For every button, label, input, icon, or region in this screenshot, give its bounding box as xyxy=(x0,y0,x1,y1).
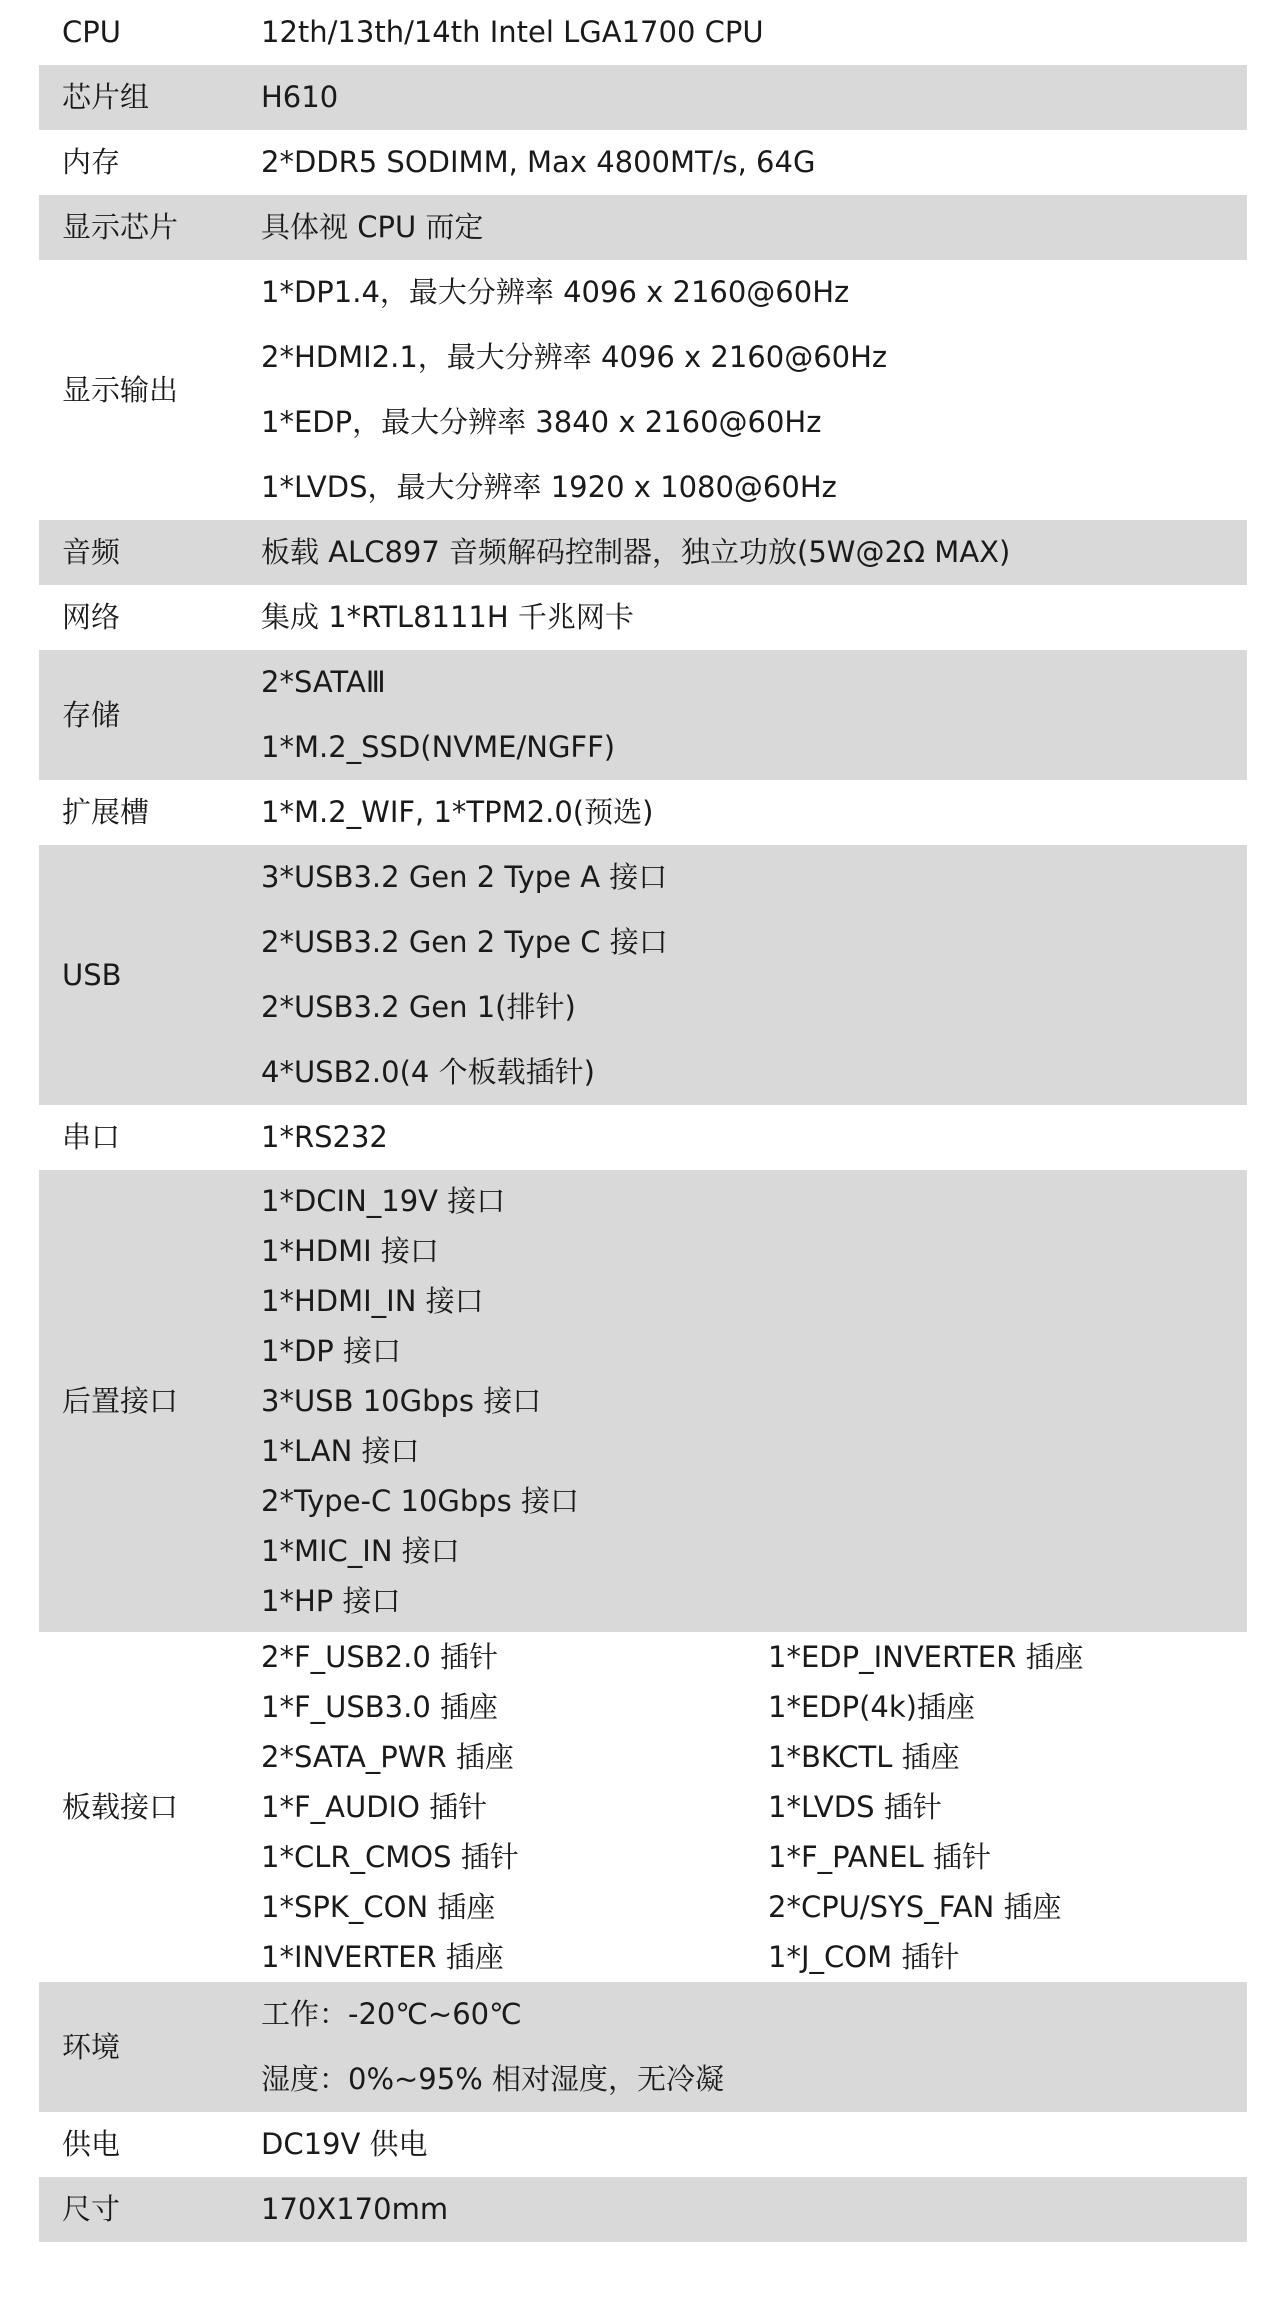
row-label: 芯片组 xyxy=(62,80,150,114)
row-value: 1*EDP(4k)插座 xyxy=(768,1689,975,1724)
row-values xyxy=(261,780,1247,845)
spec-row-display-output xyxy=(39,260,1247,520)
row-value: 2*HDMI2.1，最大分辨率 4096 x 2160@60Hz xyxy=(261,340,888,374)
row-value: 1*SPK_CON 插座 xyxy=(261,1889,496,1924)
row-label: 串口 xyxy=(62,1120,121,1154)
row-values xyxy=(261,1105,1247,1170)
row-values xyxy=(261,65,1247,130)
row-label: 环境 xyxy=(62,2029,121,2064)
row-value: 1*M.2_SSD(NVME/NGFF) xyxy=(261,730,616,764)
row-values xyxy=(261,2177,1247,2242)
spec-row-audio xyxy=(39,520,1247,585)
spec-row-power xyxy=(39,2112,1247,2177)
spec-row-cpu xyxy=(39,0,1247,65)
row-values xyxy=(261,2112,1247,2177)
row-values xyxy=(261,0,1247,65)
row-value: 集成 1*RTL8111H 千兆网卡 xyxy=(261,600,634,634)
spec-row-serial xyxy=(39,1105,1247,1170)
row-value: 4*USB2.0(4 个板载插针) xyxy=(261,1055,595,1089)
row-label: 网络 xyxy=(62,600,121,634)
row-value: 1*J_COM 插针 xyxy=(768,1939,960,1974)
row-value: 工作：-20℃~60℃ xyxy=(261,1997,522,2031)
row-label: 显示输出 xyxy=(62,372,179,407)
row-label: 后置接口 xyxy=(62,1383,179,1418)
row-value: 1*DP1.4，最大分辨率 4096 x 2160@60Hz xyxy=(261,275,850,309)
row-value: 湿度：0%~95% 相对湿度，无冷凝 xyxy=(261,2062,724,2096)
row-value: 1*F_USB3.0 插座 xyxy=(261,1689,498,1724)
row-values xyxy=(261,650,1247,780)
row-value: 1*LVDS，最大分辨率 1920 x 1080@60Hz xyxy=(261,470,837,504)
row-values xyxy=(261,260,1247,520)
spec-row-expansion xyxy=(39,780,1247,845)
spec-row-onboard-headers xyxy=(39,1632,1247,1982)
row-value: 1*DCIN_19V 接口 xyxy=(261,1183,506,1218)
row-values xyxy=(261,585,1247,650)
row-value: 2*SATA_PWR 插座 xyxy=(261,1739,514,1774)
onboard-left-column xyxy=(261,1632,768,1982)
row-value: 2*CPU/SYS_FAN 插座 xyxy=(768,1889,1062,1924)
row-value: 1*EDP，最大分辨率 3840 x 2160@60Hz xyxy=(261,405,822,439)
row-value: 1*BKCTL 插座 xyxy=(768,1739,960,1774)
spec-row-dimensions xyxy=(39,2177,1247,2242)
row-value: 具体视 CPU 而定 xyxy=(261,210,484,244)
row-value: H610 xyxy=(261,80,339,114)
row-value: 1*M.2_WIF, 1*TPM2.0(预选) xyxy=(261,795,654,829)
row-value: 1*LAN 接口 xyxy=(261,1433,420,1468)
row-value: 1*EDP_INVERTER 插座 xyxy=(768,1639,1084,1674)
row-value: 12th/13th/14th Intel LGA1700 CPU xyxy=(261,15,764,49)
row-value: DC19V 供电 xyxy=(261,2127,428,2161)
row-value: 3*USB3.2 Gen 2 Type A 接口 xyxy=(261,860,668,894)
spec-row-usb xyxy=(39,845,1247,1105)
row-value: 3*USB 10Gbps 接口 xyxy=(261,1383,542,1418)
row-label: 音频 xyxy=(62,535,121,569)
row-value: 1*HDMI_IN 接口 xyxy=(261,1283,484,1318)
row-label: 板载接口 xyxy=(62,1789,179,1824)
row-label: USB xyxy=(62,957,122,992)
spec-row-environment xyxy=(39,1982,1247,2112)
spec-row-chipset xyxy=(39,65,1247,130)
row-value: 1*F_PANEL 插针 xyxy=(768,1839,991,1874)
row-value: 2*USB3.2 Gen 1(排针) xyxy=(261,990,576,1024)
row-label: 显示芯片 xyxy=(62,210,179,244)
row-value: 170X170mm xyxy=(261,2192,449,2226)
row-value: 1*RS232 xyxy=(261,1120,388,1154)
spec-row-graphics xyxy=(39,195,1247,260)
row-label: 扩展槽 xyxy=(62,795,150,829)
row-value: 2*USB3.2 Gen 2 Type C 接口 xyxy=(261,925,668,959)
row-values xyxy=(261,1176,1247,1626)
row-value: 2*Type-C 10Gbps 接口 xyxy=(261,1483,580,1518)
row-label: 内存 xyxy=(62,145,121,179)
row-value: 1*CLR_CMOS 插针 xyxy=(261,1839,519,1874)
row-value: 1*MIC_IN 接口 xyxy=(261,1533,460,1568)
row-value: 1*INVERTER 插座 xyxy=(261,1939,504,1974)
row-values xyxy=(261,130,1247,195)
row-values xyxy=(261,1982,1247,2112)
row-label: 尺寸 xyxy=(62,2192,121,2226)
spec-table xyxy=(39,0,1247,2242)
row-values xyxy=(261,195,1247,260)
onboard-right-column xyxy=(768,1632,1083,1982)
row-label: CPU xyxy=(62,15,121,49)
spec-row-memory xyxy=(39,130,1247,195)
row-value: 板载 ALC897 音频解码控制器，独立功放(5W@2Ω MAX) xyxy=(261,535,1011,569)
row-values xyxy=(261,1632,1247,1982)
spec-row-network xyxy=(39,585,1247,650)
row-value: 1*HDMI 接口 xyxy=(261,1233,439,1268)
row-value: 1*LVDS 插针 xyxy=(768,1789,942,1824)
row-value: 1*HP 接口 xyxy=(261,1583,401,1618)
row-value: 1*F_AUDIO 插针 xyxy=(261,1789,488,1824)
row-values xyxy=(261,845,1247,1105)
row-value: 2*SATAⅢ xyxy=(261,665,386,699)
spec-row-rear-io xyxy=(39,1170,1247,1632)
row-values xyxy=(261,520,1247,585)
row-value: 2*DDR5 SODIMM, Max 4800MT/s, 64G xyxy=(261,145,816,179)
row-label: 存储 xyxy=(62,697,121,732)
row-value: 1*DP 接口 xyxy=(261,1333,401,1368)
spec-row-storage xyxy=(39,650,1247,780)
row-label: 供电 xyxy=(62,2127,121,2161)
row-value: 2*F_USB2.0 插针 xyxy=(261,1639,498,1674)
